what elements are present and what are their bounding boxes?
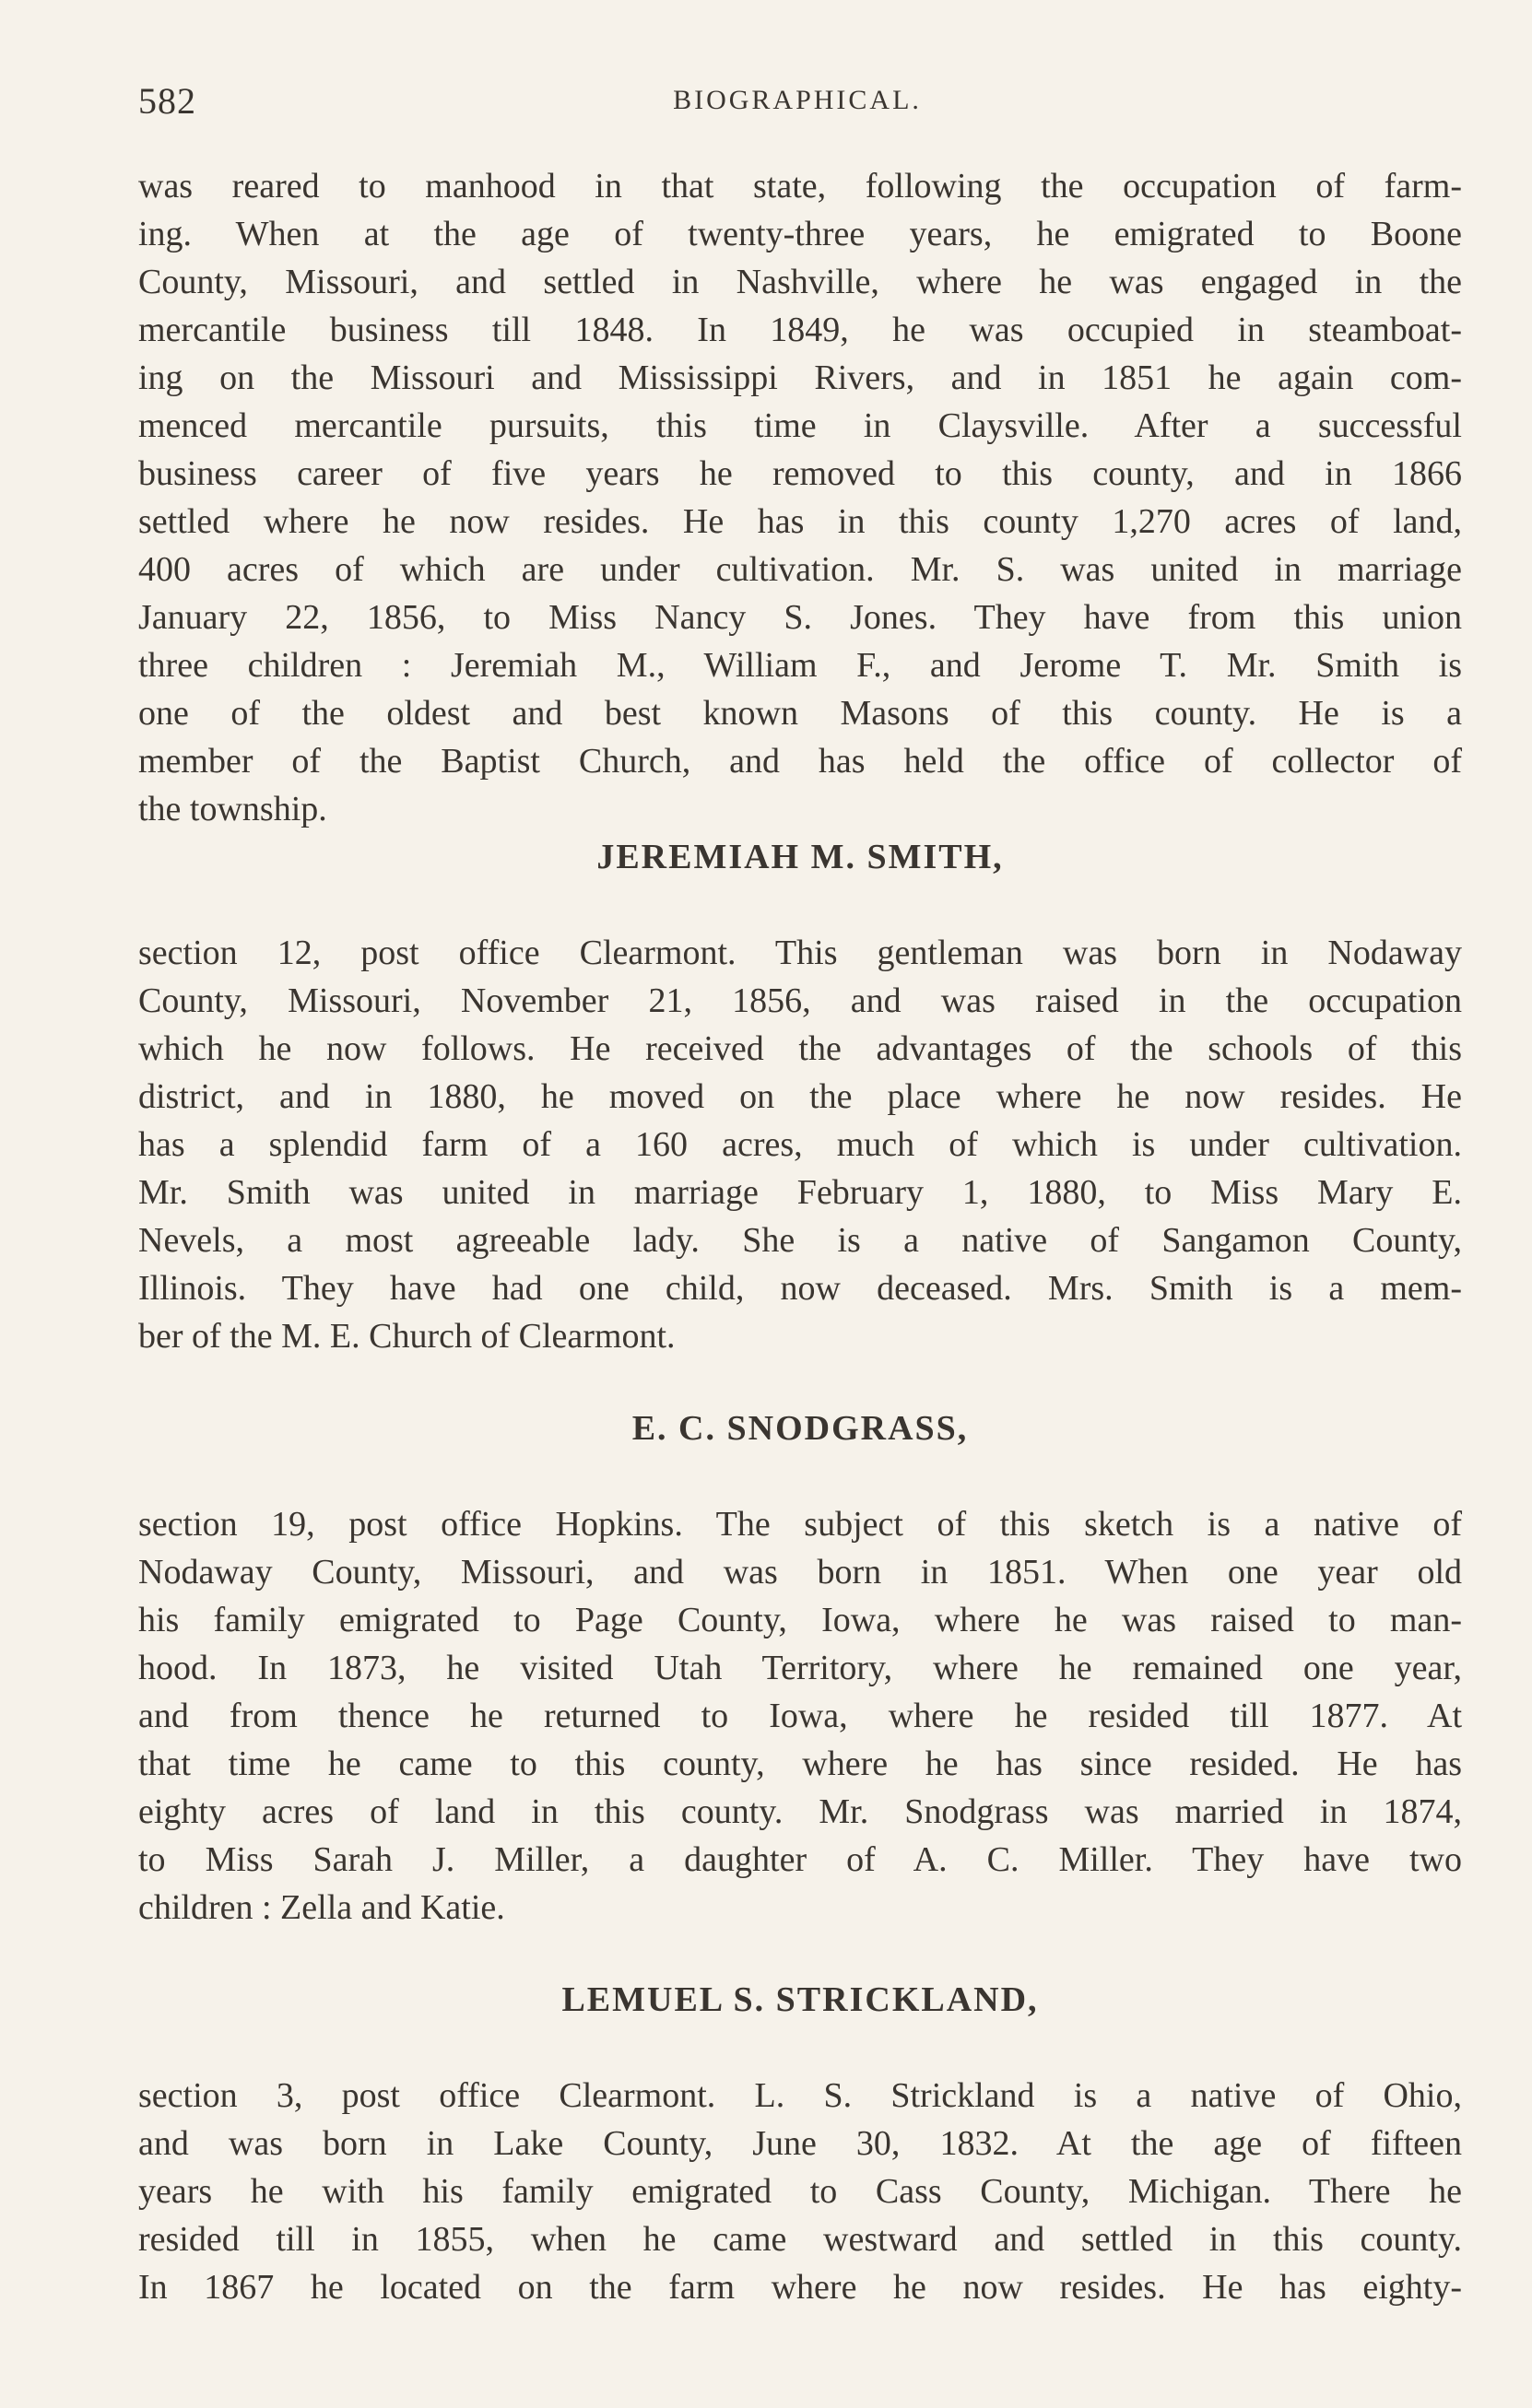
page-number: 582 (138, 80, 196, 122)
section-heading-strickland: LEMUEL S. STRICKLAND, (561, 1980, 1039, 2019)
text-line: has a splendid farm of a 160 acres, much of which is under cultivation. (138, 1125, 1462, 1164)
text-line: eighty acres of land in this county. Mr. Snodgrass was married in 1874, (138, 1792, 1462, 1831)
text-line: member of the Baptist Church, and has held the office of collector of (138, 742, 1462, 781)
spacer (138, 1360, 1462, 1404)
intro-paragraph (138, 162, 1462, 833)
text-line: and was born in Lake County, June 30, 1832. At the age of fifteen (138, 2124, 1462, 2163)
text-line: 400 acres of which are under cultivation. Mr. S. was united in marriage (138, 550, 1462, 589)
page-header (138, 79, 1456, 135)
spacer (138, 881, 1462, 929)
text-line: In 1867 he located on the farm where he now resides. He has eighty- (138, 2268, 1462, 2307)
text-line: which he now follows. He received the advantages of the schools of this (138, 1029, 1462, 1068)
text-line: hood. In 1873, he visited Utah Territory, where he remained one year, (138, 1649, 1462, 1687)
text-line: County, Missouri, November 21, 1856, and was raised in the occupation (138, 981, 1462, 1020)
body-text (138, 162, 1462, 2311)
text-line: ing. When at the age of twenty-three years, he emigrated to Boone (138, 215, 1462, 253)
spacer (138, 1932, 1462, 1976)
text-line: the township. (138, 790, 327, 828)
text-line: district, and in 1880, he moved on the place where he now resides. He (138, 1077, 1462, 1116)
running-head: BIOGRAPHICAL. (673, 85, 922, 115)
text-line: Nevels, a most agreeable lady. She is a native of Sangamon County, (138, 1221, 1462, 1260)
text-line: January 22, 1856, to Miss Nancy S. Jones. They have from this union (138, 598, 1462, 637)
text-line: and from thence he returned to Iowa, where he resided till 1877. At (138, 1697, 1462, 1735)
section-paragraph-snodgrass (138, 1500, 1462, 1932)
text-line: County, Missouri, and settled in Nashville, where he was engaged in the (138, 263, 1462, 301)
text-line: Illinois. They have had one child, now deceased. Mrs. Smith is a mem- (138, 1269, 1462, 1308)
text-line: three children : Jeremiah M., William F., and Jerome T. Mr. Smith is (138, 646, 1462, 685)
text-line: Nodaway County, Missouri, and was born in 1851. When one year old (138, 1553, 1462, 1592)
spacer (138, 2024, 1462, 2072)
text-line: to Miss Sarah J. Miller, a daughter of A. C. Miller. They have two (138, 1840, 1462, 1879)
text-line: section 3, post office Clearmont. L. S. Strickland is a native of Ohio, (138, 2076, 1462, 2115)
text-line: menced mercantile pursuits, this time in Claysville. After a successful (138, 406, 1462, 445)
text-line: mercantile business till 1848. In 1849, he was occupied in steamboat- (138, 311, 1462, 349)
text-line: one of the oldest and best known Masons of this county. He is a (138, 694, 1462, 733)
text-line: Mr. Smith was united in marriage February 1, 1880, to Miss Mary E. (138, 1173, 1462, 1212)
text-line: ber of the M. E. Church of Clearmont. (138, 1317, 676, 1356)
section-heading-snodgrass: E. C. SNODGRASS, (631, 1409, 969, 1448)
section-paragraph-strickland (138, 2072, 1462, 2311)
section-paragraph-jeremiah-smith (138, 929, 1462, 1360)
text-line: section 12, post office Clearmont. This gentleman was born in Nodaway (138, 934, 1462, 972)
section-heading-jeremiah-smith: JEREMIAH M. SMITH, (596, 838, 1004, 876)
text-line: was reared to manhood in that state, following the occupation of farm- (138, 167, 1462, 206)
text-line: his family emigrated to Page County, Iowa, where he was raised to man- (138, 1601, 1462, 1639)
text-line: years he with his family emigrated to Cass County, Michigan. There he (138, 2172, 1462, 2211)
text-line: resided till in 1855, when he came westward and settled in this county. (138, 2220, 1462, 2259)
text-line: business career of five years he removed to this county, and in 1866 (138, 454, 1462, 493)
text-line: that time he came to this county, where he has since resided. He has (138, 1744, 1462, 1783)
text-line: ing on the Missouri and Mississippi Rivers, and in 1851 he again com- (138, 358, 1462, 397)
spacer (138, 1452, 1462, 1500)
text-line: section 19, post office Hopkins. The subject of this sketch is a native of (138, 1505, 1462, 1544)
text-line: children : Zella and Katie. (138, 1888, 505, 1927)
text-line: settled where he now resides. He has in this county 1,270 acres of land, (138, 502, 1462, 541)
